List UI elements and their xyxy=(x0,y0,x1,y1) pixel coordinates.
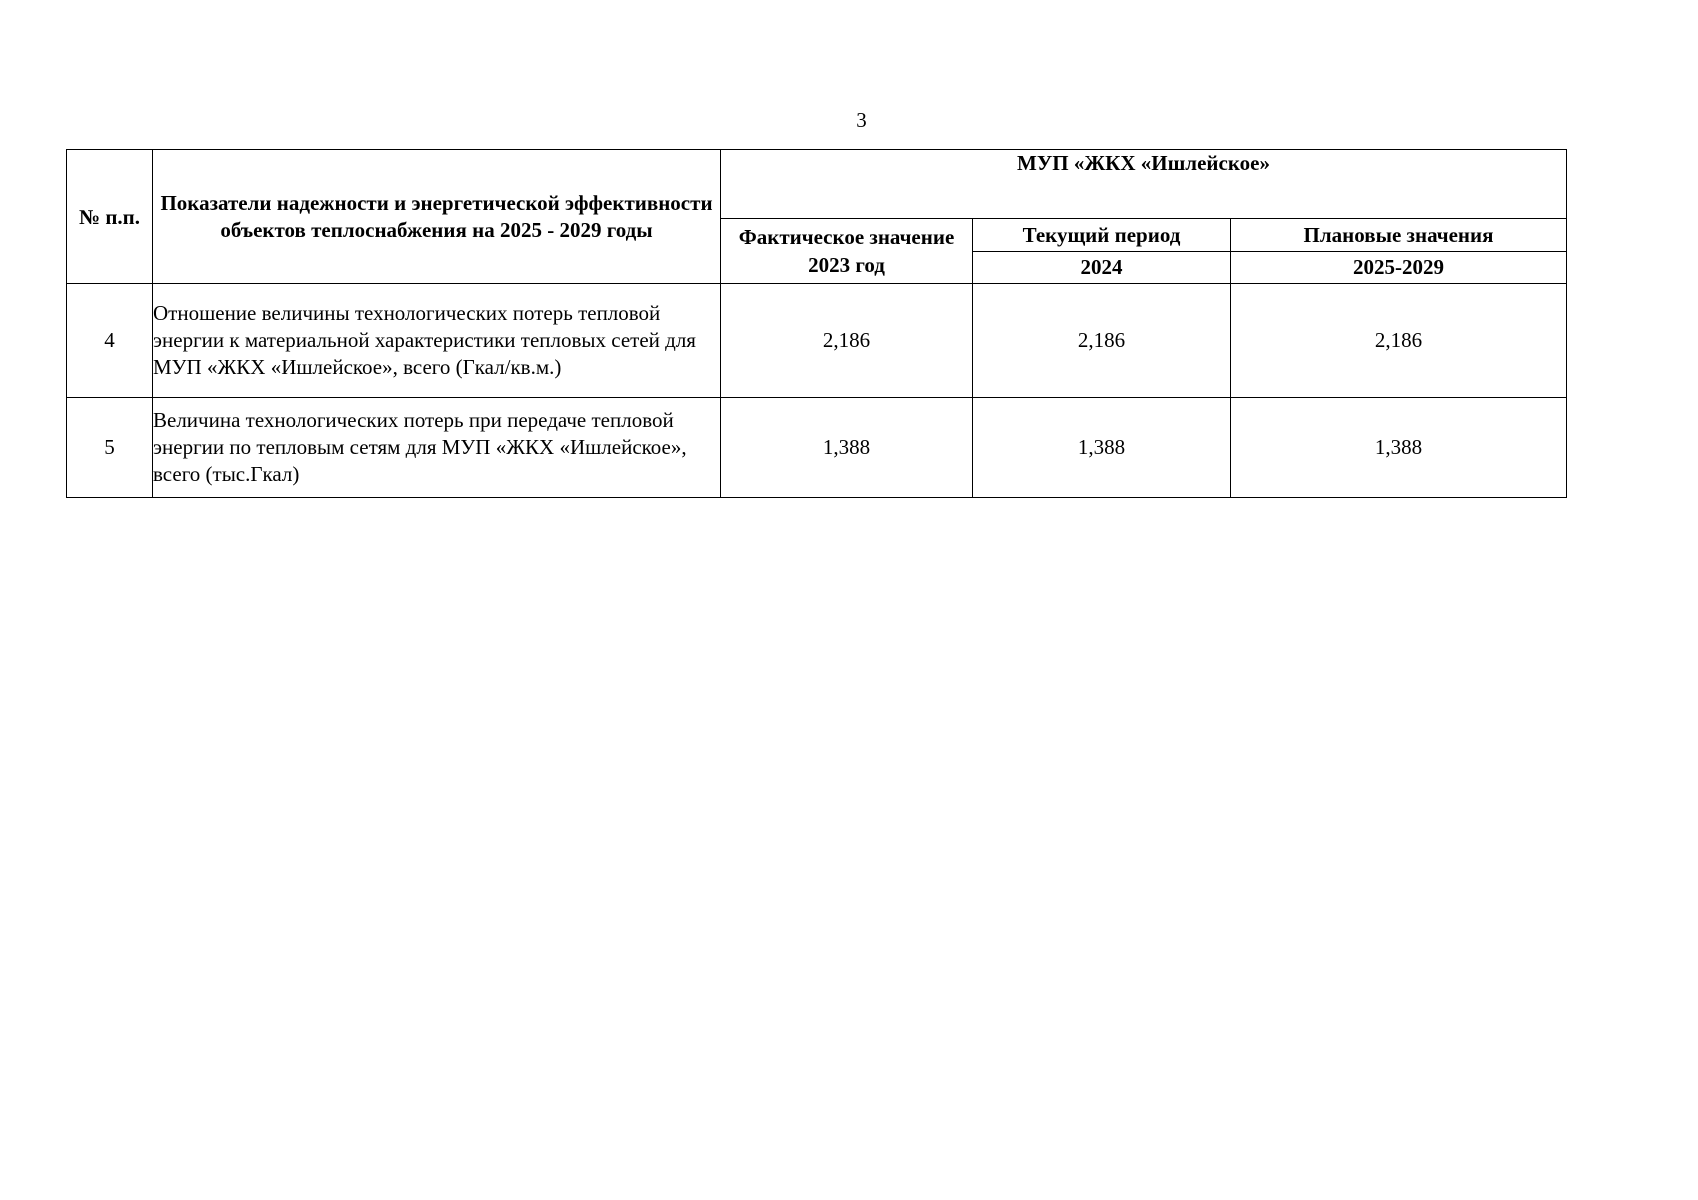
page-number: 3 xyxy=(856,108,867,132)
table-header xyxy=(67,150,1567,284)
row-current-value: 2,186 xyxy=(973,284,1231,398)
row-description: Величина технологических потерь при передаче тепловой энергии по тепловым сетям для МУП «ЖКХ «Ишлейское», всего (тыс.Гкал) xyxy=(153,398,721,498)
header-actual: Фактическое значение 2023 год xyxy=(721,219,973,284)
indicators-table xyxy=(66,149,1567,498)
table-body xyxy=(67,284,1567,498)
header-num: № п.п. xyxy=(67,150,153,284)
table-row xyxy=(67,398,1567,498)
row-num: 5 xyxy=(67,398,153,498)
header-organization: МУП «ЖКХ «Ишлейское» xyxy=(721,150,1567,219)
header-planned: Плановые значения xyxy=(1231,219,1567,252)
row-planned-value: 1,388 xyxy=(1231,398,1567,498)
row-actual-value: 1,388 xyxy=(721,398,973,498)
header-planned-years: 2025-2029 xyxy=(1231,252,1567,284)
header-current-period: Текущий период xyxy=(973,219,1231,252)
row-description: Отношение величины технологических потерь тепловой энергии к материальной характеристики тепловых сетей для МУП «ЖКХ «Ишлейское», всего (Гкал/кв.м.) xyxy=(153,284,721,398)
header-current-year: 2024 xyxy=(973,252,1231,284)
table-row xyxy=(67,284,1567,398)
header-row-1 xyxy=(67,150,1567,219)
row-actual-value: 2,186 xyxy=(721,284,973,398)
row-current-value: 1,388 xyxy=(973,398,1231,498)
row-planned-value: 2,186 xyxy=(1231,284,1567,398)
header-indicator: Показатели надежности и энергетической эффективности объектов теплоснабжения на 2025 - 2029 годы xyxy=(153,150,721,284)
row-num: 4 xyxy=(67,284,153,398)
